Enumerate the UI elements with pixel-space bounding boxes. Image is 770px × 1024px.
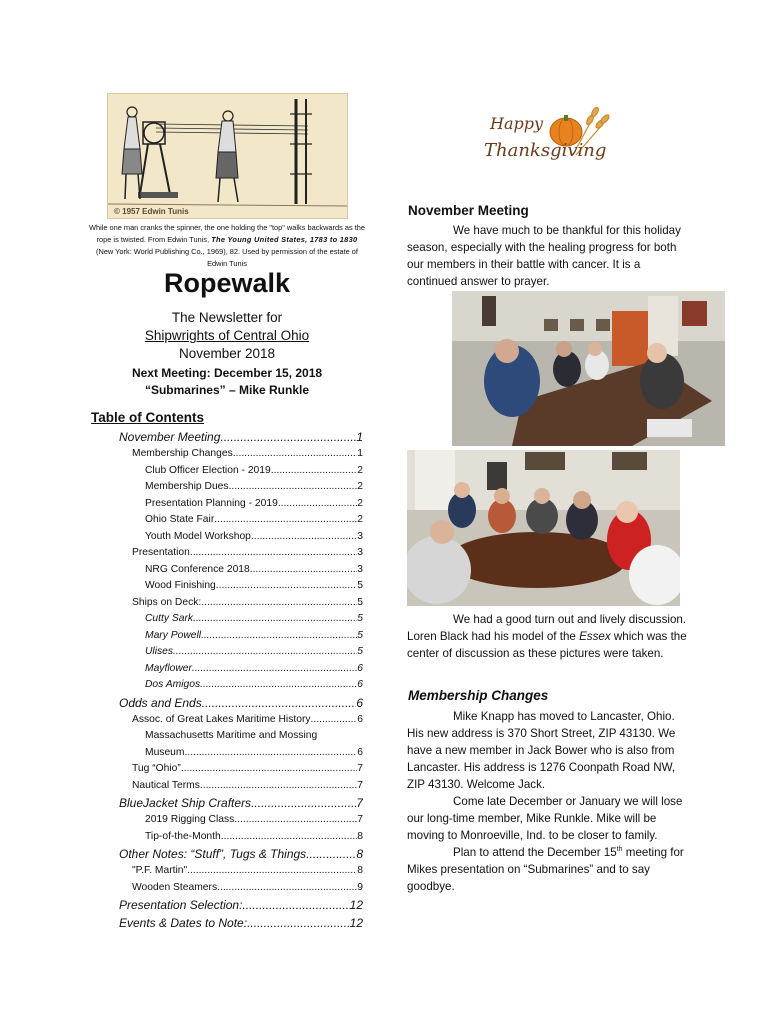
toc-leader-dots [311,712,358,729]
table-of-contents [91,428,363,932]
toc-entry[interactable] [91,761,363,778]
toc-entry[interactable] [91,677,363,694]
toc-entry[interactable] [91,628,363,645]
toc-leader-dots [251,529,357,546]
toc-entry-label: Membership Dues [145,481,229,492]
toc-entry-page: 5 [357,629,363,641]
issue-date: November 2018 [178,346,276,361]
toc-entry[interactable] [91,794,363,812]
next-meeting: Next Meeting: December 15, 2018 [131,366,323,380]
newsletter-subtitle: The Newsletter for [171,310,283,325]
toc-entry[interactable] [91,914,363,932]
toc-entry-label: Mary Powell [145,629,202,641]
toc-entry-page: 12 [349,916,363,930]
toc-entry[interactable] [91,829,363,846]
toc-entry[interactable] [91,446,363,463]
toc-entry-label: "P.F. Martin" [132,865,188,876]
toc-entry-label: Youth Model Workshop [145,530,251,542]
toc-entry-page: 8 [357,865,363,876]
toc-entry-label: Tug “Ohio” [132,763,181,774]
toc-entry[interactable] [91,611,363,628]
toc-leader-dots [187,863,357,880]
toc-entry[interactable] [91,880,363,897]
toc-entry-label: Ulises [145,646,174,657]
illustration-caption [88,222,366,270]
toc-entry-label: Cutty Sark [145,613,194,624]
toc-entry-page: 7 [357,814,363,825]
toc-entry-page: 9 [357,881,363,893]
toc-entry-label: Presentation Selection: [119,898,243,912]
toc-entry-label: Club Officer Election - 2019 [145,464,271,476]
toc-leader-dots [193,611,357,628]
toc-leader-dots [202,694,357,712]
caption-text-end: (New York: World Publishing Co., 1969), 82. Used by permission of the estate of Edwin Tunis [96,247,358,268]
toc-entry[interactable] [91,428,363,446]
toc-entry-label: Ohio State Fair [145,514,215,525]
toc-entry-page: 6 [357,662,363,674]
toc-entry[interactable] [91,496,363,513]
toc-leader-dots [192,661,357,678]
toc-entry-page: 7 [357,779,363,791]
toc-entry-label: Other Notes: “Stuff”, Tugs & Things [119,847,307,861]
toc-leader-dots [217,880,357,897]
toc-leader-dots [220,428,356,446]
newsletter-title: Ropewalk [163,268,291,298]
membership-paragraph-2: Come late December or January we will lose our long-time member, Mike Runkle. Mike will be moving to Monroeville, Ind. to be closer to family. [407,795,683,842]
toc-leader-dots [200,677,357,694]
toc-entry-page: 8 [357,830,363,842]
toc-entry-page: 7 [357,763,363,774]
toc-entry-label: Nautical Terms [132,779,200,791]
toc-entry[interactable] [91,545,363,562]
toc-leader-dots [229,479,358,496]
toc-entry-label: Wooden Steamers [132,881,218,893]
toc-entry-label: Presentation Planning - 2019 [145,497,278,509]
toc-entry-page: 3 [357,563,363,575]
toc-entry-label: Mayflower [145,662,192,674]
toc-entry[interactable] [91,745,363,762]
toc-entry-label: NRG Conference 2018 [145,563,250,575]
toc-entry-label: 2019 Rigging Class [145,814,235,825]
toc-entry-label: Presentation [132,547,190,558]
toc-leader-dots [250,562,358,579]
toc-entry[interactable] [91,578,363,595]
toc-entry-label: Tip-of-the-Month [145,830,221,842]
toc-leader-dots [306,845,356,863]
toc-entry-label: Assoc. of Great Lakes Maritime History [132,713,311,725]
toc-entry-page: 2 [357,497,363,509]
toc-leader-dots [247,914,350,932]
meeting-photo-1 [452,291,725,446]
toc-leader-dots [271,463,358,480]
meeting-photo-2 [407,450,680,606]
toc-entry-page: 3 [357,530,363,542]
toc-entry-label: Odds and Ends [119,695,202,710]
logo-thanksgiving: Thanksgiving [484,140,607,161]
membership-changes-heading: Membership Changes [408,688,549,703]
toc-entry-label: BlueJacket Ship Crafters [119,796,252,810]
toc-entry-page: 3 [357,547,363,558]
november-paragraph-1: We have much to be thankful for this holiday season, especially with the healing progress for both our members in their battle with cancer. It is a continued answer to prayer. [407,224,681,288]
toc-entry-label: Massachusetts Maritime and Mossing [145,730,318,741]
membership-paragraph-3: Plan to attend the December 15th meeting for Mikes presentation on “Submarines” and to say goodbye. [407,846,684,893]
toc-entry-label: Dos Amigos [145,679,201,690]
toc-entry-page: 1 [357,448,363,459]
toc-entry-page: 6 [357,746,363,758]
toc-entry[interactable] [91,463,363,480]
toc-entry[interactable] [91,694,363,712]
toc-entry-page: 7 [356,796,363,810]
toc-leader-dots [181,761,357,778]
caption-book-title: The Young United States, 1783 to 1830 [211,235,358,244]
toc-entry-page: 5 [357,613,363,624]
toc-entry-label: Museum [145,746,185,758]
toc-entry-page: 1 [356,430,363,444]
toc-entry-page: 6 [357,713,363,725]
toc-entry[interactable] [91,562,363,579]
toc-title: Table of Contents [91,410,204,425]
toc-entry[interactable] [91,812,363,829]
membership-paragraph-1: Mike Knapp has moved to Lancaster, Ohio. His new address is 370 Short Street, ZIP 43130. We have a new member in Jack Bower who is also from Lancaster. His address is 1276 Coonpath Road NW, ZIP 43130. Welcome Jack. [407,710,676,791]
november-meeting-heading: November Meeting [408,203,529,218]
toc-leader-dots [200,778,357,795]
toc-entry-label: Membership Changes [132,448,233,459]
membership-paragraphs [407,708,689,895]
toc-entry[interactable] [91,661,363,678]
toc-entry[interactable] [91,529,363,546]
toc-entry[interactable] [91,595,363,612]
toc-entry-page: 5 [357,646,363,657]
toc-entry-label: November Meeting [119,430,221,444]
toc-leader-dots [242,896,349,914]
toc-leader-dots [184,745,357,762]
toc-entry-label: Events & Dates to Note: [119,916,248,930]
toc-leader-dots [214,512,357,529]
toc-entry[interactable] [91,644,363,661]
next-meeting-topic: “Submarines” – Mike Runkle [144,383,310,397]
toc-leader-dots [190,545,357,562]
ship-name-essex: Essex [579,630,611,643]
toc-entry-page: 2 [357,464,363,476]
toc-leader-dots [233,446,358,463]
toc-entry-page: 8 [356,847,363,861]
toc-entry[interactable] [91,845,363,863]
toc-entry[interactable] [91,778,363,795]
toc-entry-page: 6 [357,679,363,690]
toc-leader-dots [201,628,357,645]
toc-entry[interactable] [91,896,363,914]
toc-entry[interactable] [91,712,363,729]
toc-leader-dots [173,644,357,661]
logo-happy: Happy [490,114,544,133]
toc-entry-page: 6 [356,695,363,710]
november-paragraph-2: We had a good turn out and lively discussion. Loren Black had his model of the Essex which was the center of discussion as these pictures were taken. [407,613,687,660]
happy-thanksgiving-logo [478,100,613,180]
toc-entry-page: 12 [349,898,363,912]
toc-leader-dots [201,595,357,612]
toc-entry-page: 5 [357,580,363,591]
toc-entry-page: 2 [357,481,363,492]
toc-leader-dots [251,794,356,812]
caption-text: While one man cranks the spinner, the one holding the "top" walks backwards as the rope is twisted. From Edwin Tunis, [89,223,365,244]
toc-entry[interactable] [91,479,363,496]
toc-entry-page: 2 [357,514,363,525]
toc-leader-dots [221,829,358,846]
toc-entry-page: 5 [357,596,363,608]
toc-entry[interactable] [91,728,363,745]
toc-entry-label: Ships on Deck: [132,596,202,608]
toc-leader-dots [278,496,357,513]
club-name: Shipwrights of Central Ohio [144,328,310,343]
toc-entry[interactable] [91,512,363,529]
toc-leader-dots [216,578,357,595]
toc-entry-label: Wood Finishing [145,580,216,591]
ropewalk-illustration [107,93,348,219]
toc-entry[interactable] [91,863,363,880]
toc-leader-dots [234,812,357,829]
illustration-copyright: © 1957 Edwin Tunis [114,207,189,216]
